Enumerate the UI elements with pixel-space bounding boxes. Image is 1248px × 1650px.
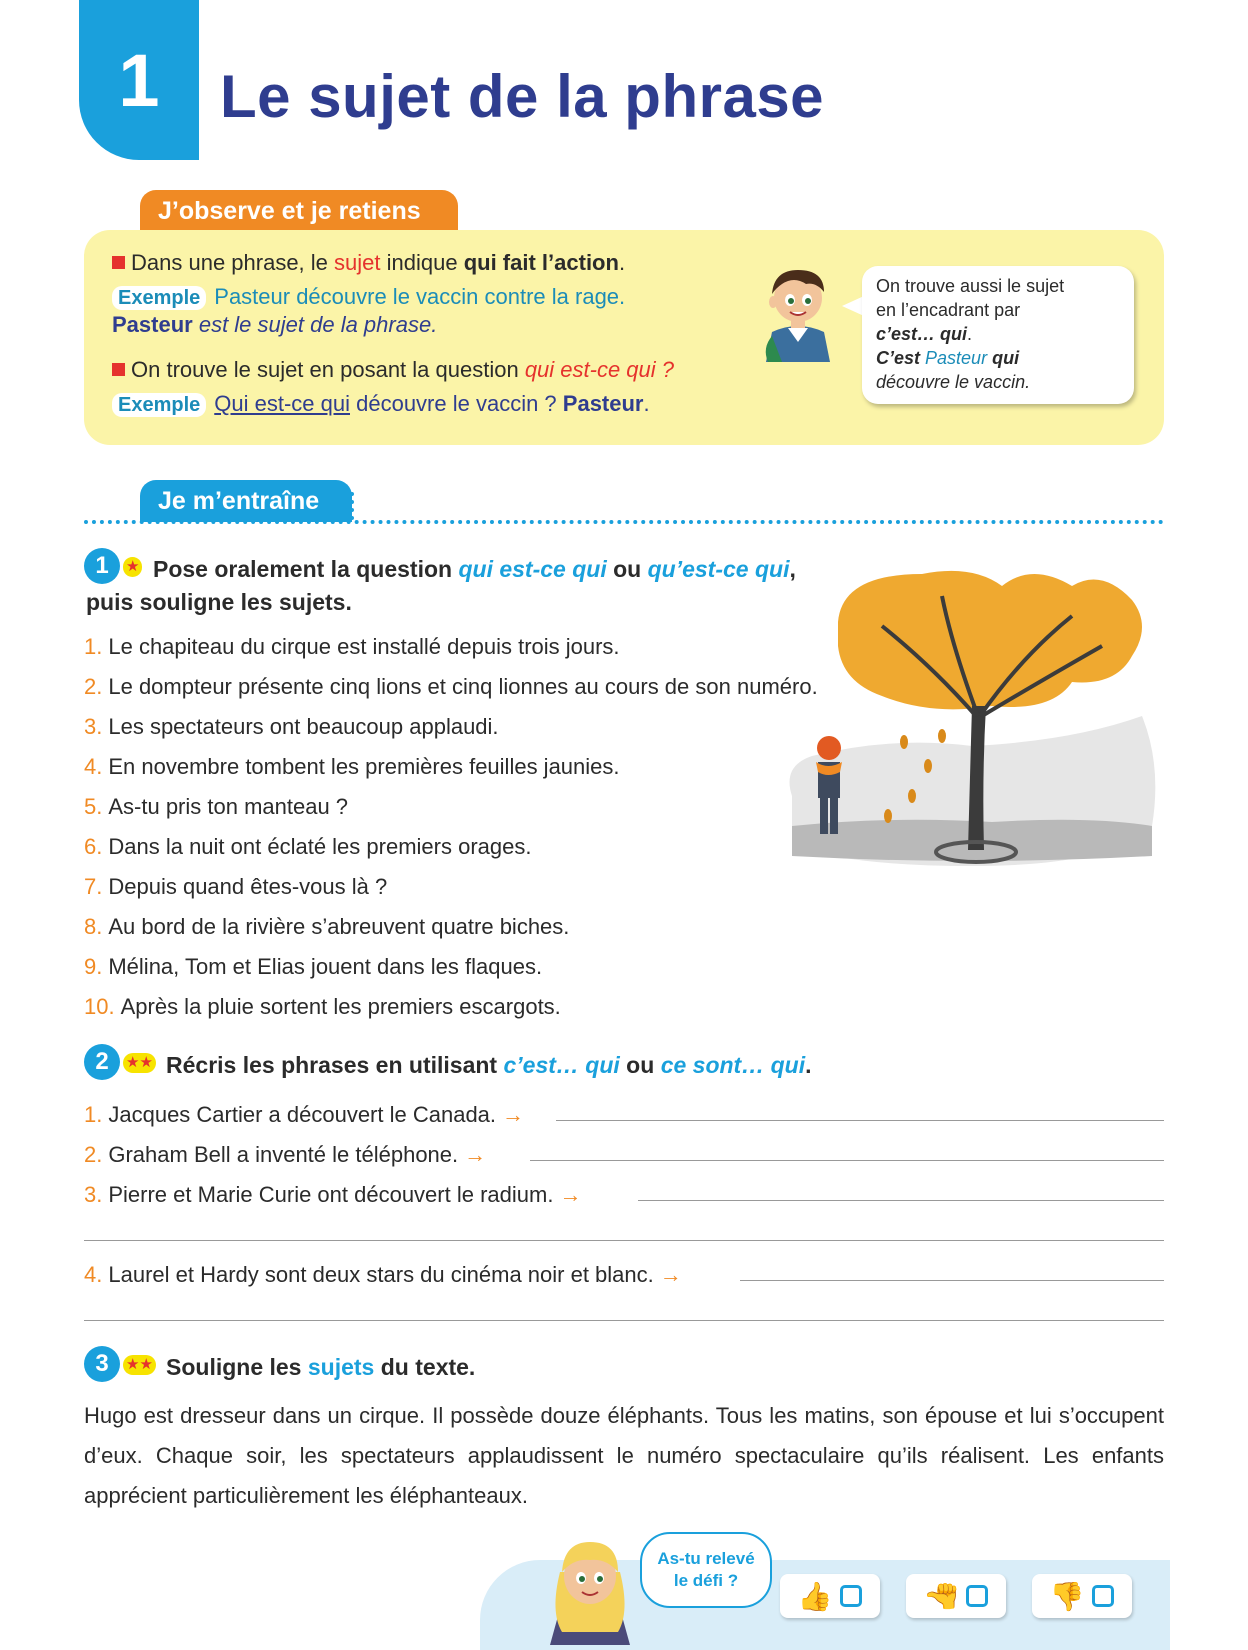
exercise-3-text: Hugo est dresseur dans un cirque. Il possède douze éléphants. Tous les matins, son épouse et lui s’occupent d’eux. Chaque soir, les spectateurs applaudissent le numéro spectaculaire qu’ils réalisent. Les enfants apprécient particulièrement les éléphanteaux. <box>84 1403 1164 1508</box>
arrow-right-icon: → <box>502 1102 525 1127</box>
thumb-up-icon: 👍 <box>797 1580 833 1612</box>
bubble-tail <box>842 296 864 316</box>
dotted-divider-vertical <box>350 492 354 520</box>
bullet-square-icon <box>112 363 125 376</box>
exercise-1-item: 1. Le chapiteau du cirque est installé depuis trois jours. <box>84 634 620 659</box>
exercise-2-item: 2. Graham Bell a inventé le téléphone. → <box>84 1142 487 1167</box>
answer-line[interactable] <box>530 1160 1164 1161</box>
example-badge: Exemple <box>112 286 206 310</box>
autumn-tree-illustration <box>772 566 1164 892</box>
practice-tab-label: Je m’entraîne <box>158 486 320 515</box>
difficulty-stars: ★ <box>123 557 142 577</box>
example-badge: Exemple <box>112 393 206 417</box>
girl-illustration <box>540 1532 640 1645</box>
thumb-down-icon: 👎 <box>1049 1580 1085 1612</box>
exercise-3-title: Souligne les sujets du texte. <box>166 1354 476 1380</box>
exercise-2-item: 4. Laurel et Hardy sont deux stars du cinéma noir et blanc. → <box>84 1262 682 1287</box>
arrow-right-icon: → <box>464 1142 487 1167</box>
answer-line[interactable] <box>556 1120 1164 1121</box>
example-1-note: Pasteur est le sujet de la phrase. <box>112 312 438 337</box>
rating-checkbox[interactable] <box>966 1585 988 1607</box>
exercise-2-item: 1. Jacques Cartier a découvert le Canada. → <box>84 1102 525 1127</box>
arrow-right-icon: → <box>659 1262 682 1287</box>
answer-line[interactable] <box>740 1280 1164 1281</box>
example-2: Exemple Qui est-ce qui découvre le vaccin ? Pasteur. <box>112 390 650 418</box>
bullet-square-icon <box>112 256 125 269</box>
rule-1: Dans une phrase, le sujet indique qui fait l’action. <box>112 249 625 277</box>
challenge-bubble: As-tu relevé le défi ? <box>640 1532 772 1608</box>
rating-bad[interactable] <box>1032 1574 1132 1618</box>
answer-line[interactable] <box>84 1320 1164 1321</box>
exercise-2-item: 3. Pierre et Marie Curie ont découvert le radium. → <box>84 1182 582 1207</box>
difficulty-stars: ★★ <box>123 1355 156 1375</box>
observe-tab <box>140 190 458 232</box>
page-title: Le sujet de la phrase <box>220 63 825 130</box>
rating-good[interactable] <box>780 1574 880 1618</box>
dotted-divider <box>84 520 1164 524</box>
rating-checkbox[interactable] <box>1092 1585 1114 1607</box>
rule-2: On trouve le sujet en posant la question qui est-ce qui ? <box>112 356 674 384</box>
chapter-number-tab <box>79 0 199 160</box>
difficulty-stars: ★★ <box>123 1053 156 1073</box>
rating-medium[interactable] <box>906 1574 1006 1618</box>
exercise-1-item: 8. Au bord de la rivière s’abreuvent quatre biches. <box>84 914 570 939</box>
example-1: Exemple Pasteur découvre le vaccin contre la rage. <box>112 283 625 311</box>
exercise-1-title: Pose oralement la question qui est-ce qui ou qu’est-ce qui, <box>153 556 796 582</box>
exercise-3-number: 3 <box>84 1346 120 1382</box>
rating-checkbox[interactable] <box>840 1585 862 1607</box>
exercise-1-item: 3. Les spectateurs ont beaucoup applaudi. <box>84 714 499 739</box>
practice-tab <box>140 480 352 522</box>
answer-line[interactable] <box>638 1200 1164 1201</box>
chapter-number: 1 <box>118 38 160 122</box>
exercise-1-item: 10. Après la pluie sortent les premiers escargots. <box>84 994 561 1019</box>
exercise-1-item: 2. Le dompteur présente cinq lions et cinq lionnes au cours de son numéro. <box>84 674 818 699</box>
exercise-1-number: 1 <box>84 548 120 584</box>
exercise-1-item: 5. As-tu pris ton manteau ? <box>84 794 349 819</box>
exercise-1-item: 7. Depuis quand êtes-vous là ? <box>84 874 388 899</box>
thumb-side-icon: 👍 <box>925 1578 957 1614</box>
boy-illustration <box>758 262 838 362</box>
exercise-1-title-line2: puis souligne les sujets. <box>86 589 352 615</box>
arrow-right-icon: → <box>559 1182 582 1207</box>
answer-line[interactable] <box>84 1240 1164 1241</box>
exercise-1-item: 4. En novembre tombent les premières feuilles jaunies. <box>84 754 620 779</box>
observe-tab-label: J’observe et je retiens <box>158 196 421 225</box>
tip-bubble: On trouve aussi le sujet en l’encadrant par c’est… qui. C’est Pasteur qui découvre le vaccin. <box>862 266 1134 404</box>
exercise-1-item: 9. Mélina, Tom et Elias jouent dans les flaques. <box>84 954 543 979</box>
exercise-2-number: 2 <box>84 1044 120 1080</box>
exercise-2-title: Récris les phrases en utilisant c’est… qui ou ce sont… qui. <box>166 1052 812 1078</box>
exercise-1-item: 6. Dans la nuit ont éclaté les premiers orages. <box>84 834 532 859</box>
